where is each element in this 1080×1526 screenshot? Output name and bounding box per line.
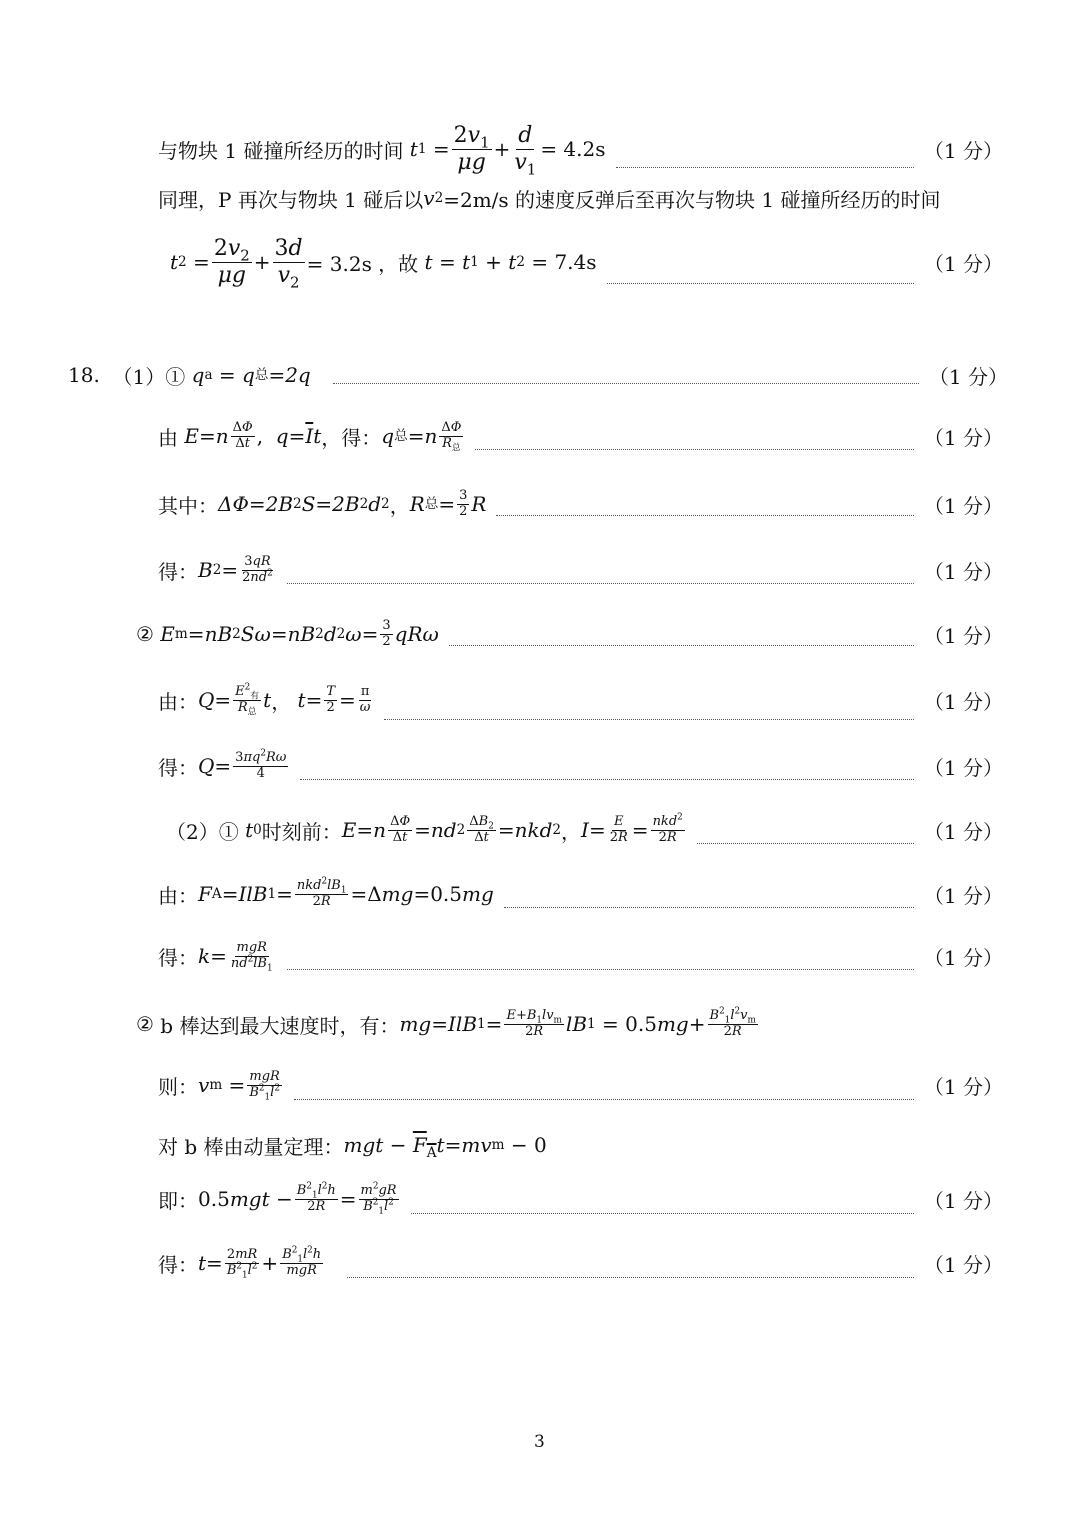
leader-dots — [607, 283, 914, 284]
score-label: （1 分） — [923, 1252, 1003, 1277]
q18-line-14: 即： 0.5 mgt − $\frac{B^2_1l^2h}{2R}$ = $\frac{m^2gR}{B^2_1l^2}$ （1 分） — [158, 1181, 1003, 1217]
q18-line-11: ② b 棒达到最大速度时，有： mg = IlB 1 = $\frac{E+B_1lv_m}{2R}$ lB 1 = 0.5 mg + $\frac{B^2_1l^2v_m}{2R}$ — [136, 1006, 756, 1039]
leader-dots — [475, 449, 913, 450]
leader-dots — [616, 167, 914, 168]
q18-line-3: 其中： ΔΦ=2B 2 S=2B 2 d 2 ， R 总 = $\frac{3}{2}$ R （1 分） — [158, 487, 1003, 519]
score-label: （1 分） — [923, 945, 1003, 970]
score-label: （1 分） — [923, 493, 1003, 518]
leader-dots — [504, 907, 914, 908]
score-label: （1 分） — [923, 1074, 1003, 1099]
q18-line-15: 得： t = $\frac{2mR}{B^2_1l^2}$ + $\frac{B^2_1l^2h}{\text{mgR}}$ （1 分） — [158, 1245, 1003, 1281]
leader-dots — [347, 1277, 914, 1278]
score-label: （1 分） — [923, 883, 1003, 908]
leader-dots — [697, 843, 914, 844]
page-number: 3 — [534, 1432, 545, 1452]
score-label: （1 分） — [923, 623, 1003, 648]
score-label: （1 分） — [923, 251, 1003, 276]
leader-dots — [333, 383, 919, 384]
q18-line-5: ② E m = nB 2 Sω = nB 2 d 2 ω = $\frac{3}{2}$ qRω （1 分） — [136, 617, 1003, 649]
leader-dots — [294, 1099, 914, 1100]
leader-dots — [496, 515, 913, 516]
q18-line-9: 由 ： F A = IlB 1 = $\frac{nkd^2lB_1}{2R}$ =Δ mg =0.5 mg （1 分） — [158, 876, 1003, 909]
leader-dots — [449, 645, 914, 646]
answer-line-t2: t 2 = $\frac{2v_2}{\mu g}$ + $\frac{3d}{v_2}$ = 3.2s ，故 t = t 1 + t 2 = 7.4s （1 分） — [170, 236, 1003, 291]
score-label: （1 分） — [923, 425, 1003, 450]
question-number: 18. — [68, 363, 100, 387]
leader-dots — [384, 719, 914, 720]
line-text: 与物块 1 碰撞所经历的时间 — [158, 138, 404, 163]
score-label: （1 分） — [923, 819, 1003, 844]
score-label: （1 分） — [923, 138, 1003, 163]
score-label: （1 分） — [923, 559, 1003, 584]
q18-line-6: 由 ： Q = $\frac{E^2_有}{R_总}$ t ， t = $\frac{T}{2}$ = $\frac{\pi}{\omega}$ （1 分） — [158, 672, 1003, 728]
q18-line-10: 得： k = $\frac{\text{mgR}}{nd^2lB_1}$ （1 分） — [158, 939, 1003, 974]
q18-line-7: 得： Q = $\frac{3\pi q^2R\omega}{4}$ （1 分） — [158, 748, 1003, 781]
q18-line-2: 由 E = n $\frac{\Delta\Phi}{\Delta t}$ , q = $\overline{I}$ t ，得： q 总 = n $\frac{\Delta\Phi}{R_总}$ （1 分） — [158, 419, 1003, 454]
leader-dots — [411, 1213, 914, 1214]
t2-result: = 3.2s ，故 — [306, 251, 419, 276]
q18-line-12: 则： v m = $\frac{\text{mgR}}{B^2_1l^2}$ （1 分） — [158, 1068, 1003, 1103]
answer-line-t1: 与物块 1 碰撞所经历的时间 t 1 = $\frac{2v_1}{\mu g}$ + $\frac{d}{v_1}$ = 4.2s （1 分） — [158, 123, 1003, 178]
t1-result: = 4.2s — [540, 137, 606, 161]
leader-dots — [287, 969, 914, 970]
score-label: （1 分） — [923, 689, 1003, 714]
q18-line-1: 18. （1）① q a = q 总 =2q （1 分） — [68, 358, 1008, 392]
q18-line-4: 得： B 2 = $\frac{3qR}{2nd^2}$ （1 分） — [158, 553, 1003, 585]
leader-dots — [287, 583, 914, 584]
answer-line-text: 同理，P 再次与物块 1 碰后以 v 2 =2m/s 的速度反弹后至再次与物块 1 碰撞所经历的时间 — [158, 186, 941, 212]
q18-line-8: （2）① t 0 时刻前： E = n $\frac{\Delta\Phi}{\Delta t}$ = nd 2 $\frac{\Delta B_2}{\Delta t}$ = nkd 2 ， I = $\frac{E}{2R}$ = $\frac{nkd^2}{2R}$ （1 分） — [166, 812, 1003, 845]
score-label: （1 分） — [923, 755, 1003, 780]
score-label: （1 分） — [923, 1188, 1003, 1213]
leader-dots — [300, 779, 914, 780]
q18-line-13: 对 b 棒由动量定理： mgt − $F_A$ t = mv m − 0 — [158, 1133, 547, 1161]
score-label: （1 分） — [928, 364, 1008, 389]
